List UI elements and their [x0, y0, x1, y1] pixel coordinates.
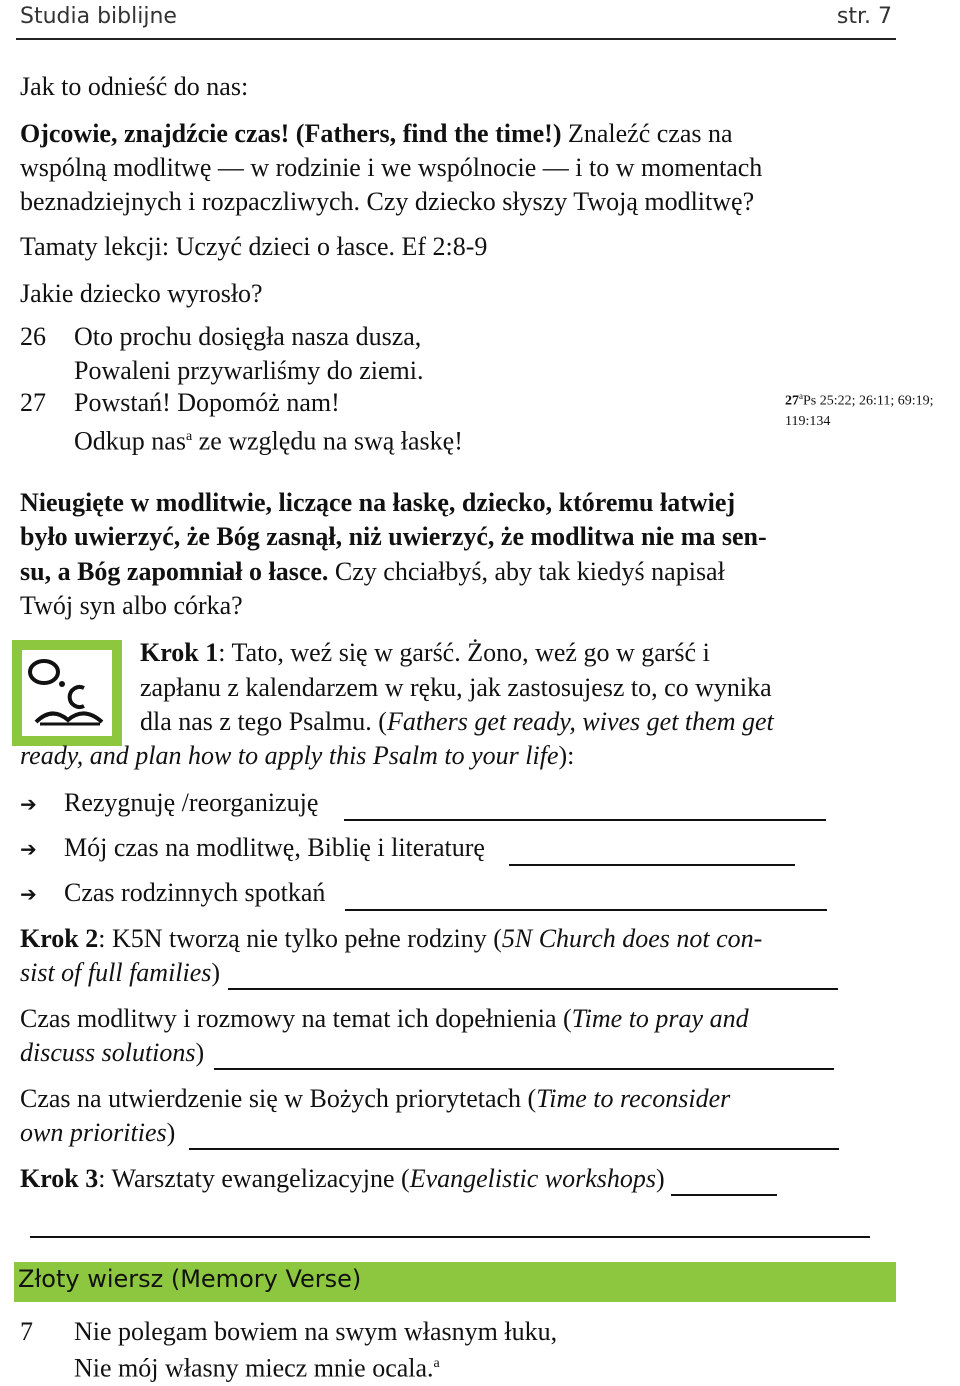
fill-in-blank[interactable] — [509, 836, 795, 866]
apply-heading: Jak to odnieść do nas: — [20, 72, 249, 101]
step1-text: dla nas z tego Psalmu. ( — [140, 707, 387, 736]
step1-text: : Tato, weź się w garść. Żono, weź go w garść i — [218, 638, 710, 667]
q1-english: discuss solutions — [20, 1038, 196, 1067]
step1-english: Fathers get ready, wives get them get — [386, 707, 774, 736]
lesson-topics: Tamaty lekcji: Uczyć dzieci o łasce. Ef 2:8-9 — [20, 232, 488, 261]
step3-english: Evangelistic workshops — [409, 1164, 656, 1193]
q2-line2 — [20, 1116, 839, 1150]
step2-english: 5N Church does not con- — [501, 924, 763, 953]
step2-english: sist of full families — [20, 958, 212, 987]
step1-label: Krok 1 — [140, 638, 219, 667]
verse-text: Powstań! Dopomóż nam! — [74, 388, 340, 417]
memory-verse-line1 — [20, 1315, 557, 1349]
q1-line1 — [20, 1002, 749, 1036]
para1-line3: beznadziejnych i rozpaczliwych. Czy dziecko słyszy Twoją modlitwę? — [20, 187, 755, 216]
para1-line2: wspólną modlitwę — w rodzinie i we wspólnocie — i to w momentach — [20, 153, 763, 182]
verse-text: Powaleni przywarliśmy do ziemi. — [74, 356, 424, 385]
footnote-line2: 119:134 — [785, 413, 831, 429]
bullet-label: Mój czas na modlitwę, Biblię i literaturę — [64, 833, 485, 862]
step2-text: : K5N tworzą nie tylko pełne rodziny ( — [98, 924, 502, 953]
psalm-v27a — [20, 386, 340, 420]
fill-in-blank[interactable] — [228, 960, 838, 990]
psalm-v27b — [20, 420, 463, 459]
step1-text: ): — [558, 741, 575, 770]
fill-in-blank[interactable] — [30, 1236, 870, 1238]
bullet-item — [20, 786, 826, 821]
verse-number: 26 — [20, 322, 46, 351]
step1-line2: zapłanu z kalendarzem w ręku, jak zastosujesz to, co wynika — [140, 673, 772, 702]
verse-text: Nie mój własny miecz mnie ocala. — [74, 1353, 434, 1383]
para2-line3 — [20, 555, 725, 589]
para1-rest: Znaleźć czas na — [561, 119, 733, 148]
verse-text: Nie polegam bowiem na swym własnym łuku, — [74, 1317, 558, 1346]
q2-text: ) — [166, 1118, 176, 1147]
step3-text: ) — [655, 1164, 665, 1193]
footnote-sup: a — [799, 391, 803, 401]
q2-line1 — [20, 1082, 730, 1116]
fill-in-blank[interactable] — [345, 881, 827, 911]
page-header — [16, 0, 896, 40]
verse-text: Odkup nas — [74, 426, 186, 456]
oc-logo-icon — [12, 640, 122, 746]
page-number: str. 7 — [836, 4, 892, 29]
child-question: Jakie dziecko wyrosło? — [20, 279, 263, 308]
para1-bold: Ojcowie, znajdźcie czas! (Fathers, find the time!) — [20, 119, 562, 148]
step3-text: : Warsztaty ewangelizacyjne ( — [98, 1164, 410, 1193]
footnote-line1: Ps 25:22; 26:11; 69:19; — [803, 393, 934, 409]
fill-in-blank[interactable] — [214, 1040, 834, 1070]
step2-label: Krok 2 — [20, 924, 99, 953]
memory-verse-banner — [14, 1262, 896, 1302]
verse-text: Oto prochu dosięgła nasza dusza, — [74, 322, 422, 351]
q1-english: Time to pray and — [571, 1004, 749, 1033]
para2-bold: su, a Bóg zapomniał o łasce. — [20, 557, 329, 586]
bullet-item — [20, 876, 827, 911]
step1-line1 — [140, 636, 892, 670]
q1-text: Czas modlitwy i rozmowy na temat ich dopełnienia ( — [20, 1004, 572, 1033]
fill-in-blank[interactable] — [344, 791, 826, 821]
step1-line3 — [140, 705, 774, 739]
arrow-icon: ➔ — [20, 837, 37, 861]
para2-line1: Nieugięte w modlitwie, liczące na łaskę, dziecko, któremu łatwiej — [20, 488, 736, 517]
psalm-v26a — [20, 320, 421, 354]
header-title: Studia biblijne — [20, 4, 177, 29]
fill-in-blank[interactable] — [671, 1166, 777, 1196]
verse-number: 7 — [20, 1317, 33, 1346]
footnote-ref: 27 — [785, 393, 799, 409]
step2-line2 — [20, 956, 838, 990]
para1-line1 — [20, 117, 733, 151]
step1-english: ready, and plan how to apply this Psalm to your life — [20, 741, 559, 770]
bullet-label: Czas rodzinnych spotkań — [64, 878, 326, 907]
footnote-marker: a — [185, 429, 193, 444]
verse-number: 27 — [20, 388, 46, 417]
verse-text: ze względu na swą łaskę! — [192, 426, 463, 456]
step2-text: ) — [211, 958, 221, 987]
q2-text: Czas na utwierdzenie się w Bożych priorytetach ( — [20, 1084, 537, 1113]
step3-label: Krok 3 — [20, 1164, 99, 1193]
arrow-icon: ➔ — [20, 882, 37, 906]
q1-text: ) — [195, 1038, 205, 1067]
bullet-label: Rezygnuję /reorganizuję — [64, 788, 319, 817]
footnote — [785, 386, 934, 432]
para2-line2: było uwierzyć, że Bóg zasnął, niż uwierzyć, że modlitwa nie ma sen- — [20, 522, 767, 551]
q2-english: own priorities — [20, 1118, 167, 1147]
step3-line — [20, 1162, 777, 1196]
bullet-item — [20, 831, 795, 866]
fill-in-blank[interactable] — [189, 1120, 839, 1150]
step2-line1 — [20, 922, 762, 956]
footnote-marker: a — [433, 1356, 440, 1371]
step1-line4 — [20, 739, 574, 773]
arrow-icon: ➔ — [20, 792, 37, 816]
q1-line2 — [20, 1036, 834, 1070]
memory-verse-line2 — [20, 1347, 440, 1386]
psalm-v26b — [20, 354, 423, 388]
q2-english: Time to reconsider — [536, 1084, 731, 1113]
para2-line4: Twój syn albo córka? — [20, 591, 243, 620]
para2-rest: Czy chciałbyś, aby tak kiedyś napisał — [328, 557, 725, 586]
memory-verse-title: Złoty wiersz (Memory Verse) — [18, 1265, 362, 1293]
